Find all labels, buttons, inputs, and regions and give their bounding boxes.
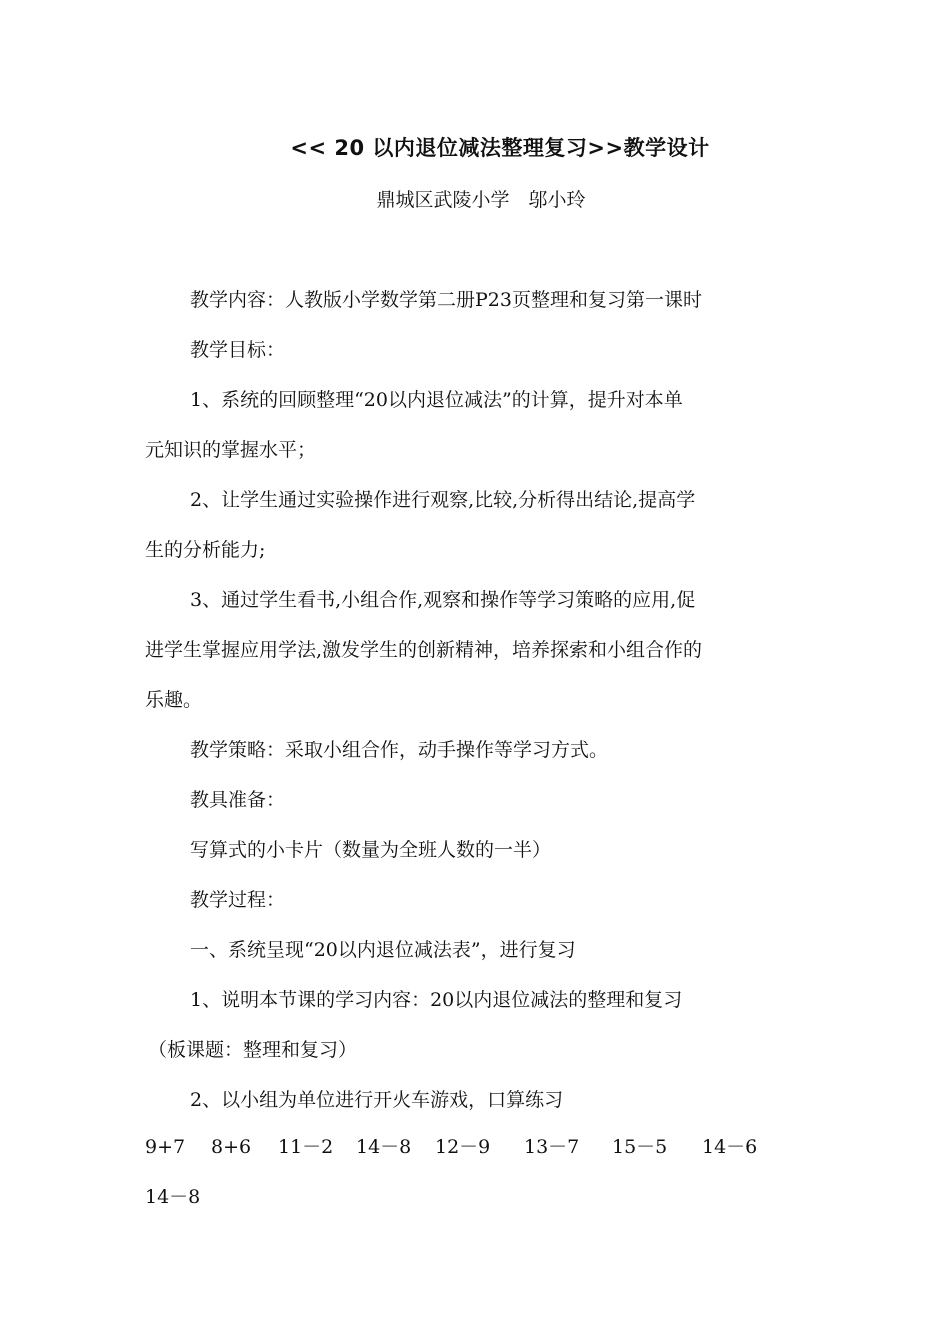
goal-2-line-1: 2、让学生通过实验操作进行观察,比较,分析得出结论,提高学: [190, 489, 696, 511]
goal-3-line-1: 3、通过学生看书,小组合作,观察和操作等学习策略的应用,促: [190, 589, 696, 611]
problem-item: 15－5: [612, 1136, 668, 1158]
step-2: 2、以小组为单位进行开火车游戏，口算练习: [190, 1089, 564, 1111]
goals-heading: 教学目标：: [190, 339, 286, 361]
goal-2-line-2: 生的分析能力;: [145, 539, 266, 561]
goal-3-line-2: 进学生掌握应用学法,激发学生的创新精神，培养探索和小组合作的: [145, 639, 703, 661]
section-1-heading: 一、系统呈现“20以内退位减法表”，进行复习: [190, 939, 576, 961]
goal-1-line-1: 1、系统的回顾整理“20以内退位减法”的计算，提升对本单: [190, 389, 683, 411]
teaching-strategy: 教学策略：采取小组合作，动手操作等学习方式。: [190, 739, 609, 761]
step-1-line-2: （板课题：整理和复习）: [148, 1039, 358, 1061]
tools-heading: 教具准备：: [190, 789, 286, 811]
problem-item: 14－6: [702, 1136, 758, 1158]
step-1-line-1: 1、说明本节课的学习内容：20以内退位减法的整理和复习: [190, 989, 683, 1011]
tools-description: 写算式的小卡片（数量为全班人数的一半）: [190, 839, 552, 861]
problem-item: 12－9: [435, 1136, 491, 1158]
problem-item: 8+6: [211, 1136, 252, 1158]
problem-item: 9+7: [145, 1136, 186, 1158]
goal-3-line-3: 乐趣。: [145, 689, 203, 711]
problem-item: 11－2: [278, 1136, 334, 1158]
teaching-content: 教学内容：人教版小学数学第二册P23页整理和复习第一课时: [190, 289, 702, 311]
process-heading: 教学过程：: [190, 889, 286, 911]
problem-item: 14－8: [356, 1136, 412, 1158]
document-title: << 20 以内退位减法整理复习>>教学设计: [290, 136, 710, 160]
author-line: 鼎城区武陵小学 邬小玲: [376, 189, 586, 211]
problem-last: 14－8: [145, 1186, 201, 1208]
problem-list: [145, 1133, 845, 1161]
problem-item: 13－7: [524, 1136, 580, 1158]
goal-1-line-2: 元知识的掌握水平；: [145, 439, 317, 461]
